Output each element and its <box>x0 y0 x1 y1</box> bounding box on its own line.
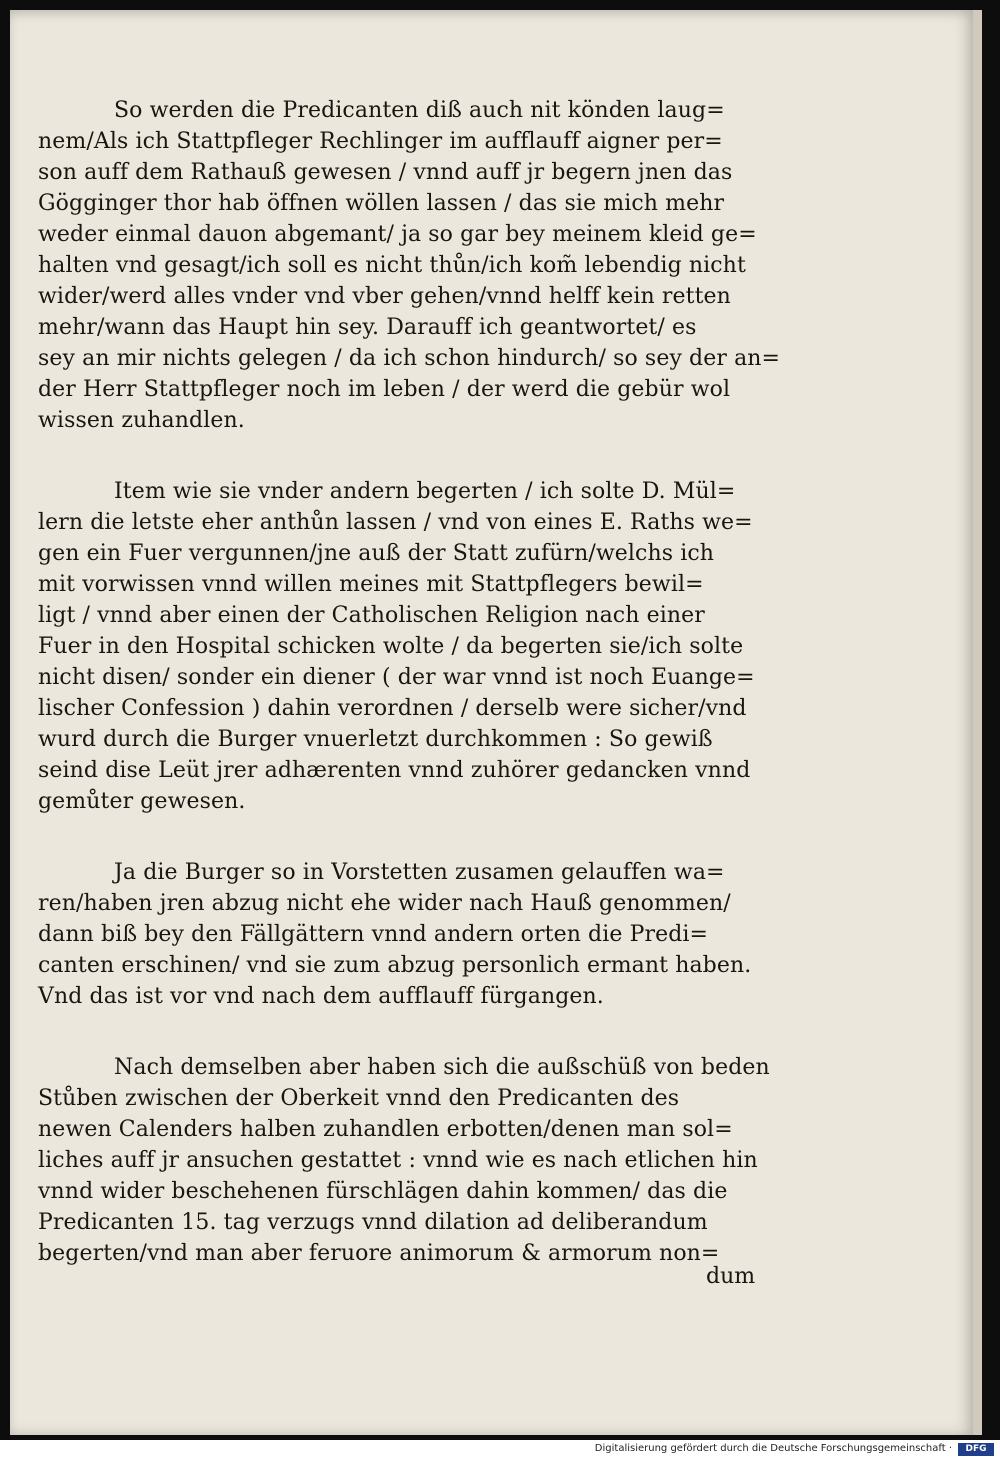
text-line: vnnd wider beschehenen fürschlägen dahin kommen/ das die <box>38 1179 728 1204</box>
text-line: halten vnd gesagt/ich soll es nicht thůn/ich kom̃ lebendig nicht <box>38 253 746 278</box>
paragraph-1 <box>38 95 781 436</box>
paragraph-2 <box>38 476 768 817</box>
text-line: newen Calenders halben zuhandlen erbotten/denen man sol= <box>38 1117 733 1142</box>
text-line: Item wie sie vnder andern begerten / ich solte D. Mül= <box>114 479 736 504</box>
footer <box>0 1440 1000 1460</box>
text-line: wider/werd alles vnder vnd vber gehen/vnnd helff kein retten <box>38 284 731 309</box>
text-line: ren/haben jren abzug nicht ehe wider nach Hauß genommen/ <box>38 891 731 916</box>
text-line: mit vorwissen vnnd willen meines mit Stattpflegers bewil= <box>38 572 704 597</box>
text-line: nem/Als ich Stattpfleger Rechlinger im aufflauff aigner per= <box>38 129 723 154</box>
text-line: der Herr Stattpfleger noch im leben / der werd die gebür wol <box>38 377 731 402</box>
text-line: gen ein Fuer vergunnen/jne auß der Statt zufürn/welchs ich <box>38 541 715 566</box>
text-line: wurd durch die Burger vnuerletzt durchkommen : So gewiß <box>38 727 713 752</box>
text-line: ligt / vnnd aber einen der Catholischen Religion nach einer <box>38 603 705 628</box>
funding-notice: Digitalisierung gefördert durch die Deutsche Forschungsgemeinschaft · <box>594 1443 952 1454</box>
page-text <box>38 95 781 1309</box>
text-line: Fuer in den Hospital schicken wolte / da begerten sie/ich solte <box>38 634 744 659</box>
text-line: nicht disen/ sonder ein diener ( der war vnnd ist noch Euange= <box>38 665 755 690</box>
text-line: dann biß bey den Fällgättern vnnd andern orten die Predi= <box>38 922 709 947</box>
paragraph-4 <box>38 1052 768 1269</box>
text-line: gemůter gewesen. <box>38 789 246 814</box>
page-edge <box>973 10 982 1435</box>
text-line: son auff dem Rathauß gewesen / vnnd auff jr begern jnen das <box>38 160 733 185</box>
text-line: Stůben zwischen der Oberkeit vnnd den Predicanten des <box>38 1086 680 1111</box>
text-line: So werden die Predicanten diß auch nit könden laug= <box>114 98 725 123</box>
text-line: seind dise Leüt jrer adhærenten vnnd zuhörer gedancken vnnd <box>38 758 751 783</box>
text-line: Vnd das ist vor vnd nach dem aufflauff fürgangen. <box>38 984 604 1009</box>
text-line: wissen zuhandlen. <box>38 408 245 433</box>
text-line: lern die letste eher anthůn lassen / vnd von eines E. Raths we= <box>38 510 753 535</box>
text-line: Nach demselben aber haben sich die außschüß von beden <box>114 1055 770 1080</box>
text-line: canten erschinen/ vnd sie zum abzug personlich ermant haben. <box>38 953 752 978</box>
text-line: begerten/vnd man aber feruore animorum & armorum non= <box>38 1241 720 1266</box>
text-line: lischer Confession ) dahin verordnen / derselb were sicher/vnd <box>38 696 747 721</box>
text-line: weder einmal dauon abgemant/ ja so gar bey meinem kleid ge= <box>38 222 757 247</box>
dfg-logo: DFG <box>958 1443 994 1456</box>
text-line: mehr/wann das Haupt hin sey. Darauff ich geantwortet/ es <box>38 315 697 340</box>
text-line: Predicanten 15. tag verzugs vnnd dilation ad deliberandum <box>38 1210 708 1235</box>
text-line: liches auff jr ansuchen gestattet : vnnd wie es nach etlichen hin <box>38 1148 758 1173</box>
catchword: dum <box>706 1264 756 1289</box>
text-line: Ja die Burger so in Vorstetten zusamen gelauffen wa= <box>114 860 725 885</box>
text-line: Gögginger thor hab öffnen wöllen lassen / das sie mich mehr <box>38 191 725 216</box>
text-line: sey an mir nichts gelegen / da ich schon hindurch/ so sey der an= <box>38 346 781 371</box>
paragraph-3 <box>38 857 768 1012</box>
